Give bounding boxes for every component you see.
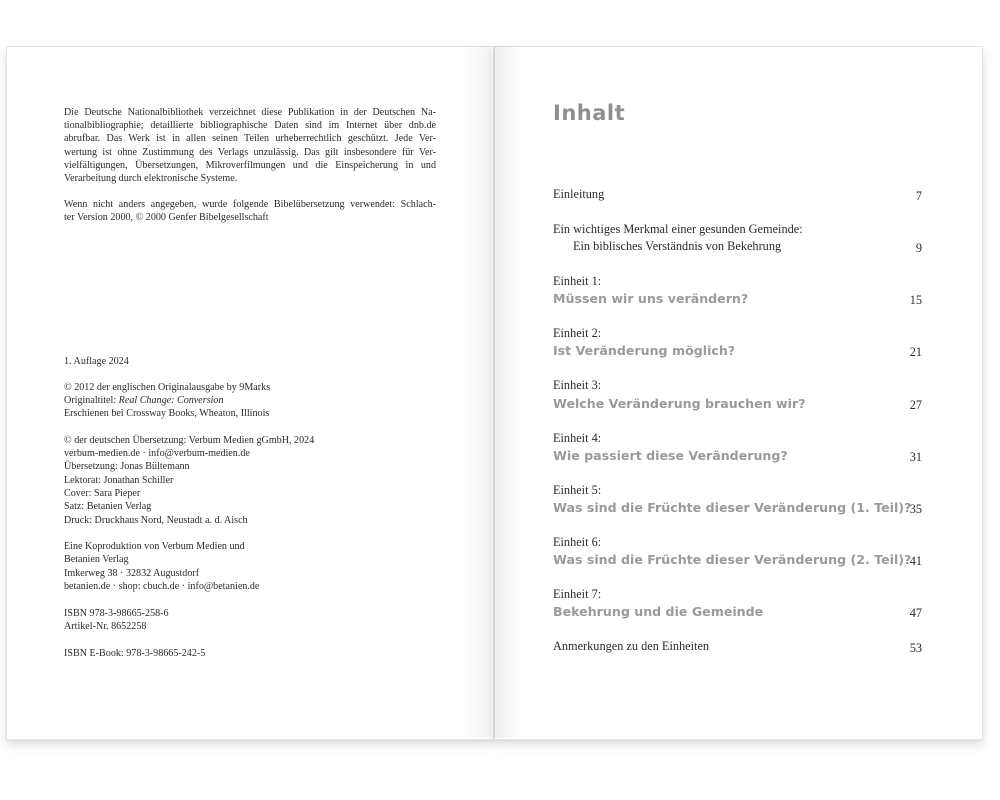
original-title [64, 394, 224, 407]
bible-note-line: Wenn nicht anders angegeben, wurde folgende Bibelübersetzung verwendet: Schlach- [64, 199, 436, 210]
toc-entry-subtitle: Ein biblisches Verständnis von Bekehrung [573, 239, 782, 253]
toc-page-number: 35 [909, 502, 922, 516]
coproduction-line1: Eine Koproduktion von Verbum Medien und [64, 541, 245, 552]
toc-unit-title: Ist Veränderung möglich? [553, 343, 736, 358]
toc-unit-label: Einheit 4: [553, 431, 602, 445]
notice-line: Verarbeitung durch elektronische Systeme. [64, 173, 238, 185]
publisher-web: betanien.de · shop: cbuch.de · info@betanien.de [64, 581, 260, 592]
coproduction-line2: Betanien Verlag [64, 554, 129, 565]
toc-unit-title: Was sind die Früchte dieser Veränderung (2. Teil)? [553, 552, 912, 567]
right-page [494, 46, 983, 740]
toc-entry-label: Ein wichtiges Merkmal einer gesunden Gemeinde: [553, 222, 803, 236]
toc-unit-label: Einheit 6: [553, 535, 602, 549]
typesetting: Satz: Betanien Verlag [64, 501, 152, 512]
bible-translation-note [64, 198, 436, 224]
original-publisher: Erschienen bei Crossway Books, Wheaton, Illinois [64, 408, 270, 419]
toc-page-number: 21 [909, 345, 922, 359]
toc-unit-label: Einheit 3: [553, 378, 602, 392]
notice-line: abrufbar. Das Werk ist in allen seinen Teilen urheberrechtlich geschützt. Jede Ver- [64, 133, 436, 145]
toc-page-number: 7 [915, 189, 922, 203]
original-title-text: Real Change: Conversion [118, 395, 224, 406]
bible-note-line: ter Version 2000, © 2000 Genfer Bibelgesellschaft [64, 212, 269, 224]
toc-unit-label: Einheit 7: [553, 587, 602, 601]
translation-copyright: © der deutschen Übersetzung: Verbum Medien gGmbH, 2024 [64, 435, 315, 446]
isbn: ISBN 978-3-98665-258-6 [64, 608, 169, 619]
cover-designer: Cover: Sara Pieper [64, 488, 141, 499]
toc-page-number: 53 [909, 641, 922, 655]
toc-page-number: 31 [909, 450, 922, 464]
toc-unit-label: Einheit 5: [553, 483, 602, 497]
edition: 1. Auflage 2024 [64, 356, 129, 367]
toc-unit-title: Wie passiert diese Veränderung? [553, 448, 788, 463]
notice-line: vielfältigungen, Übersetzungen, Mikroverfilmungen und die Einspeicherung in und [64, 159, 436, 171]
editor: Lektorat: Jonathan Schiller [64, 475, 174, 486]
notice-line: Die Deutsche Nationalbibliothek verzeichnet diese Publikation in der Deutschen Na- [64, 107, 436, 118]
translation-contact: verbum-medien.de · info@verbum-medien.de [64, 448, 250, 459]
toc-heading: Inhalt [553, 101, 626, 125]
notice-line: tionalbibliographie; detaillierte bibliographische Daten sind im Internet über dnb.de [64, 120, 436, 132]
toc-unit-title: Bekehrung und die Gemeinde [553, 604, 764, 619]
article-number: Artikel-Nr. 8652258 [64, 621, 147, 632]
bibliographic-notice [64, 106, 436, 185]
isbn-ebook: ISBN E-Book: 978-3-98665-242-5 [64, 648, 206, 659]
toc-page-number: 47 [909, 606, 922, 620]
gutter-shadow-left [462, 46, 492, 738]
toc-unit-title: Was sind die Früchte dieser Veränderung (1. Teil)? [553, 500, 912, 515]
toc-page-number: 27 [909, 398, 922, 412]
toc-entry-label: Anmerkungen zu den Einheiten [553, 639, 710, 653]
toc-unit-title: Welche Veränderung brauchen wir? [553, 396, 806, 411]
publisher-address: Imkerweg 38 · 32832 Augustdorf [64, 568, 200, 579]
printing: Druck: Druckhaus Nord, Neustadt a. d. Aisch [64, 515, 248, 526]
toc-page-number: 15 [909, 293, 922, 307]
toc-unit-label: Einheit 1: [553, 274, 602, 288]
toc-unit-label: Einheit 2: [553, 326, 602, 340]
original-copyright: © 2012 der englischen Originalausgabe by 9Marks [64, 382, 271, 393]
toc-page-number: 41 [909, 554, 922, 568]
gutter-shadow-right [494, 46, 520, 738]
toc-page-number: 9 [915, 241, 922, 255]
toc-entry-label: Einleitung [553, 187, 605, 201]
translator: Übersetzung: Jonas Bültemann [64, 461, 190, 472]
toc-unit-title: Müssen wir uns verändern? [553, 291, 749, 306]
original-title-prefix: Originaltitel: [64, 395, 119, 406]
notice-line: wertung ist ohne Zustimmung des Verlags unzulässig. Das gilt insbesondere für Ver- [64, 146, 436, 158]
